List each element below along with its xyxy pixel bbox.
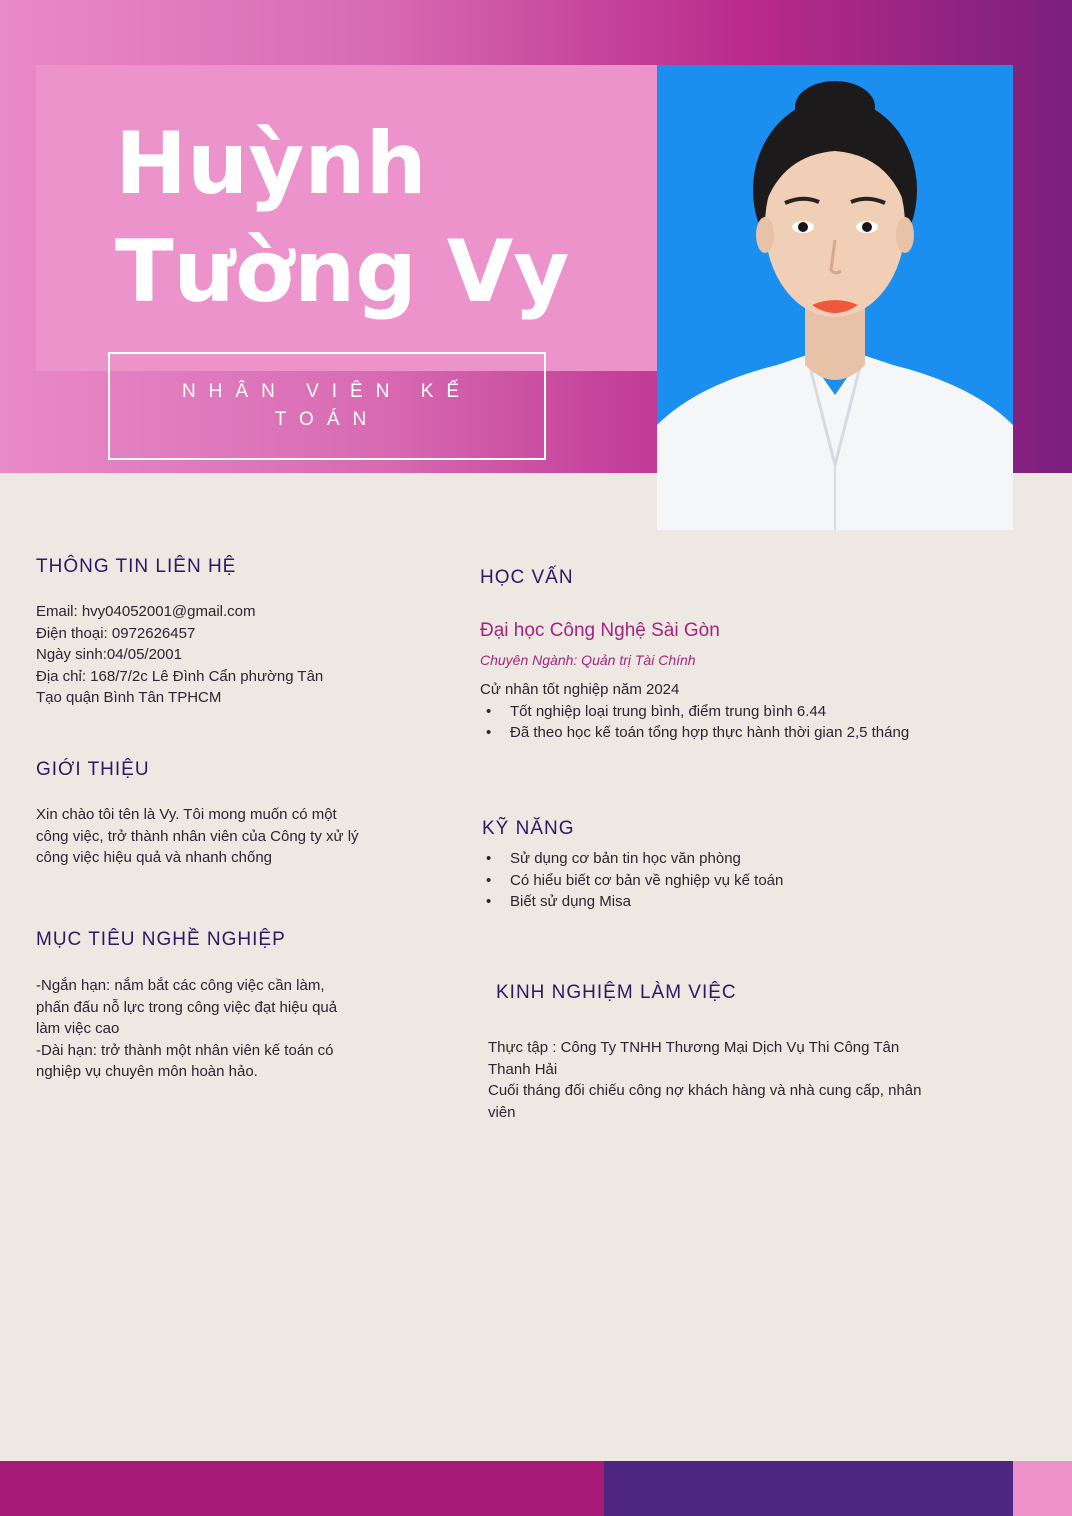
degree: Cử nhân tốt nghiệp năm 2024 [480, 681, 680, 698]
candidate-name [115, 110, 635, 326]
intro-line: Xin chào tôi tên là Vy. Tôi mong muốn có một [36, 806, 337, 823]
skills-list [480, 848, 783, 913]
job-title-box [108, 352, 546, 460]
intro-line: công việc hiệu quả và nhanh chống [36, 849, 273, 867]
list-item: • Tốt nghiệp loại trung bình, điểm trung bình 6.44 [480, 701, 909, 723]
education-bullets [480, 701, 909, 744]
experience-heading: KINH NGHIỆM LÀM VIỆC [496, 982, 737, 1003]
list-item: • Sử dụng cơ bản tin học văn phòng [480, 848, 783, 870]
intro-line: công việc, trở thành nhân viên của Công ty xử lý [36, 827, 359, 845]
experience-text [488, 1037, 922, 1123]
school-name: Đại học Công Nghệ Sài Gòn [480, 620, 720, 641]
job-title: NHÂN VIÊN KẾ TOÁN [181, 381, 473, 430]
list-item: • Có hiểu biết cơ bản về nghiệp vụ kế toán [480, 870, 783, 892]
experience-line: Thanh Hải [488, 1060, 558, 1078]
contact-birthdate: Ngày sinh:04/05/2001 [36, 646, 182, 664]
goals-line: -Dài hạn: trở thành một nhân viên kế toán có [36, 1041, 334, 1059]
experience-line: Cuối tháng đối chiếu công nợ khách hàng và nhà cung cấp, nhân [488, 1082, 922, 1100]
contact-email: Email: hvy04052001@gmail.com [36, 603, 256, 620]
education-heading: HỌC VẤN [480, 567, 574, 588]
list-item: • Đã theo học kế toán tổng hợp thực hành thời gian 2,5 tháng [480, 722, 909, 744]
list-item: • Biết sử dụng Misa [480, 891, 783, 913]
goals-heading: MỤC TIÊU NGHỀ NGHIỆP [36, 929, 286, 950]
contact-heading: THÔNG TIN LIÊN HỆ [36, 556, 237, 577]
goals-line: phấn đấu nỗ lực trong công việc đạt hiệu quả [36, 998, 338, 1016]
experience-line: viên [488, 1103, 516, 1121]
contact-address-line-2: Tạo quận Bình Tân TPHCM [36, 689, 222, 707]
intro-heading: GIỚI THIỆU [36, 759, 150, 780]
profile-photo [657, 65, 1013, 530]
experience-line: Thực tập : Công Ty TNHH Thương Mại Dịch Vụ Thi Công Tân [488, 1039, 900, 1056]
goals-line: -Ngắn hạn: nắm bắt các công việc cần làm, [36, 977, 325, 994]
name-line-2: Tường Vy [115, 222, 570, 322]
intro-text [36, 804, 359, 869]
footer-band-purple [604, 1461, 1013, 1516]
contact-info [36, 601, 323, 709]
skills-heading: KỸ NĂNG [482, 818, 575, 839]
portrait-illustration [657, 65, 1013, 530]
name-line-1: Huỳnh [115, 114, 427, 214]
footer-band-magenta [0, 1461, 604, 1516]
skills-list-wrap [480, 848, 783, 913]
contact-address-line-1: Địa chỉ: 168/7/2c Lê Đình Cẩn phường Tân [36, 667, 324, 685]
goals-line: làm việc cao [36, 1020, 120, 1038]
education-details [480, 679, 909, 744]
footer-band-pink [1013, 1461, 1072, 1516]
goals-line: nghiệp vụ chuyên môn hoàn hảo. [36, 1063, 258, 1081]
contact-phone: Điện thoại: 0972626457 [36, 624, 196, 642]
goals-text [36, 975, 337, 1083]
major: Chuyên Ngành: Quản trị Tài Chính [480, 652, 696, 668]
